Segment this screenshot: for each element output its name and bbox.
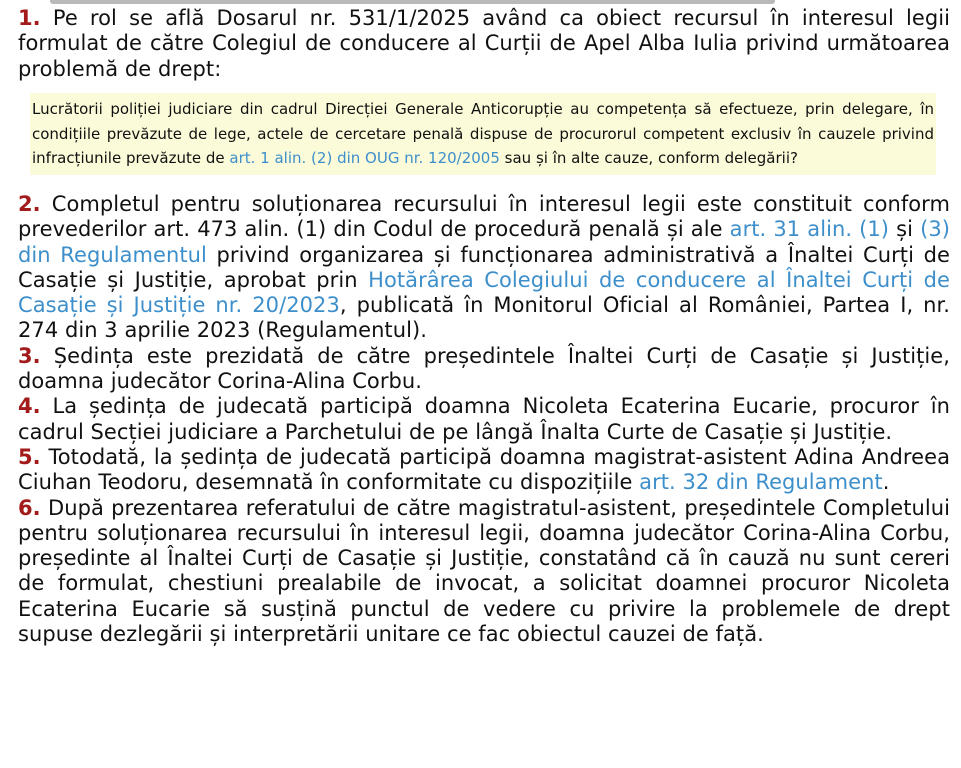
regulation-article-link[interactable]: art. 31 alin. (1) (729, 217, 890, 242)
paragraph-number: 6. (18, 495, 41, 520)
document-body (18, 6, 950, 647)
paragraph-text: Completul pentru soluționarea recursului în interesul legii este constituit conform prevederilor art. 473 alin. (1) din Codul de procedură penală și ale (18, 192, 950, 242)
legal-question-text (32, 97, 934, 171)
regulation-article-link[interactable]: art. 32 din Regulament (639, 470, 883, 495)
paragraph-text: După prezentarea referatului de către magistratul-asistent, președintele Completului pentru soluționarea recursului în interesul legii, doamna judecător Corina-Alina Corbu, președinte al Înaltei Curți de Casație și Justiție, constatând că în cauză nu sunt cereri de formulat, chestiuni prealabile de invocat, a solicitat doamnei procuror Nicoleta Ecaterina Eucarie să susțină punctul de vedere cu privire la problemele de drept supuse dezlegării și interpretării unitare ce fac obiectul cauzei de față. (18, 495, 950, 647)
paragraph-3 (18, 344, 950, 395)
paragraph-text: și (889, 217, 921, 242)
paragraph-text: Pe rol se află Dosarul nr. 531/1/2025 având ca obiect recursul în interesul legii formulat de către Colegiul de conducere al Curții de Apel Alba Iulia privind următoarea problemă de drept: (18, 6, 950, 81)
paragraph-text: La ședința de judecată participă doamna Nicoleta Ecaterina Eucarie, procuror în cadrul Secției judiciare a Parchetului de pe lângă Înalta Curte de Casație și Justiție. (18, 394, 950, 444)
paragraph-number: 5. (18, 444, 41, 469)
paragraph-text: Ședința este prezidată de către președintele Înaltei Curți de Casație și Justiție, doamna judecător Corina-Alina Corbu. (18, 343, 950, 394)
paragraph-1 (18, 6, 950, 82)
legal-question-box (30, 93, 936, 175)
paragraph-text: . (882, 470, 890, 495)
paragraph-text: Totodată, la ședința de judecată participă doamna magistrat-asistent Adina Andreea Ciuhan Teodoru, desemnată în conformitate cu dispozițiile (18, 444, 950, 495)
paragraph-4 (18, 394, 950, 445)
regulation-link[interactable]: (3) din Regulamentul (18, 217, 951, 267)
scroll-indicator (50, 0, 775, 4)
paragraph-number: 1. (18, 6, 41, 30)
paragraph-number: 2. (18, 192, 41, 216)
decision-link[interactable]: Hotărârea Colegiului de conducere al Înaltei Curți de Casație și Justiție nr. 20/2023 (18, 267, 950, 318)
paragraph-6 (18, 496, 950, 648)
paragraph-number: 3. (18, 343, 41, 368)
paragraph-number: 4. (18, 394, 41, 419)
paragraph-2 (18, 192, 950, 344)
law-link[interactable]: art. 1 alin. (2) din OUG nr. 120/2005 (229, 149, 500, 168)
quote-text-part: sau și în alte cauze, conform delegării? (499, 149, 798, 168)
quote-text-part: Lucrătorii poliției judiciare din cadrul Direcției Generale Anticorupție au competența să efectueze, prin delegare, în condițiile prevăzute de lege, actele de cercetare penală dispuse de procurorul competent exclusiv în cauzele privind infracțiunile prevăzute de (32, 99, 934, 168)
paragraph-5 (18, 445, 950, 496)
paragraph-text: , publicată în Monitorul Oficial al României, Partea I, nr. 274 din 3 aprilie 2023 (Regulamentul). (18, 293, 951, 343)
paragraph-text: privind organizarea și funcționarea administrativă a Înaltei Curți de Casație și Justiție, aprobat prin (18, 242, 950, 292)
